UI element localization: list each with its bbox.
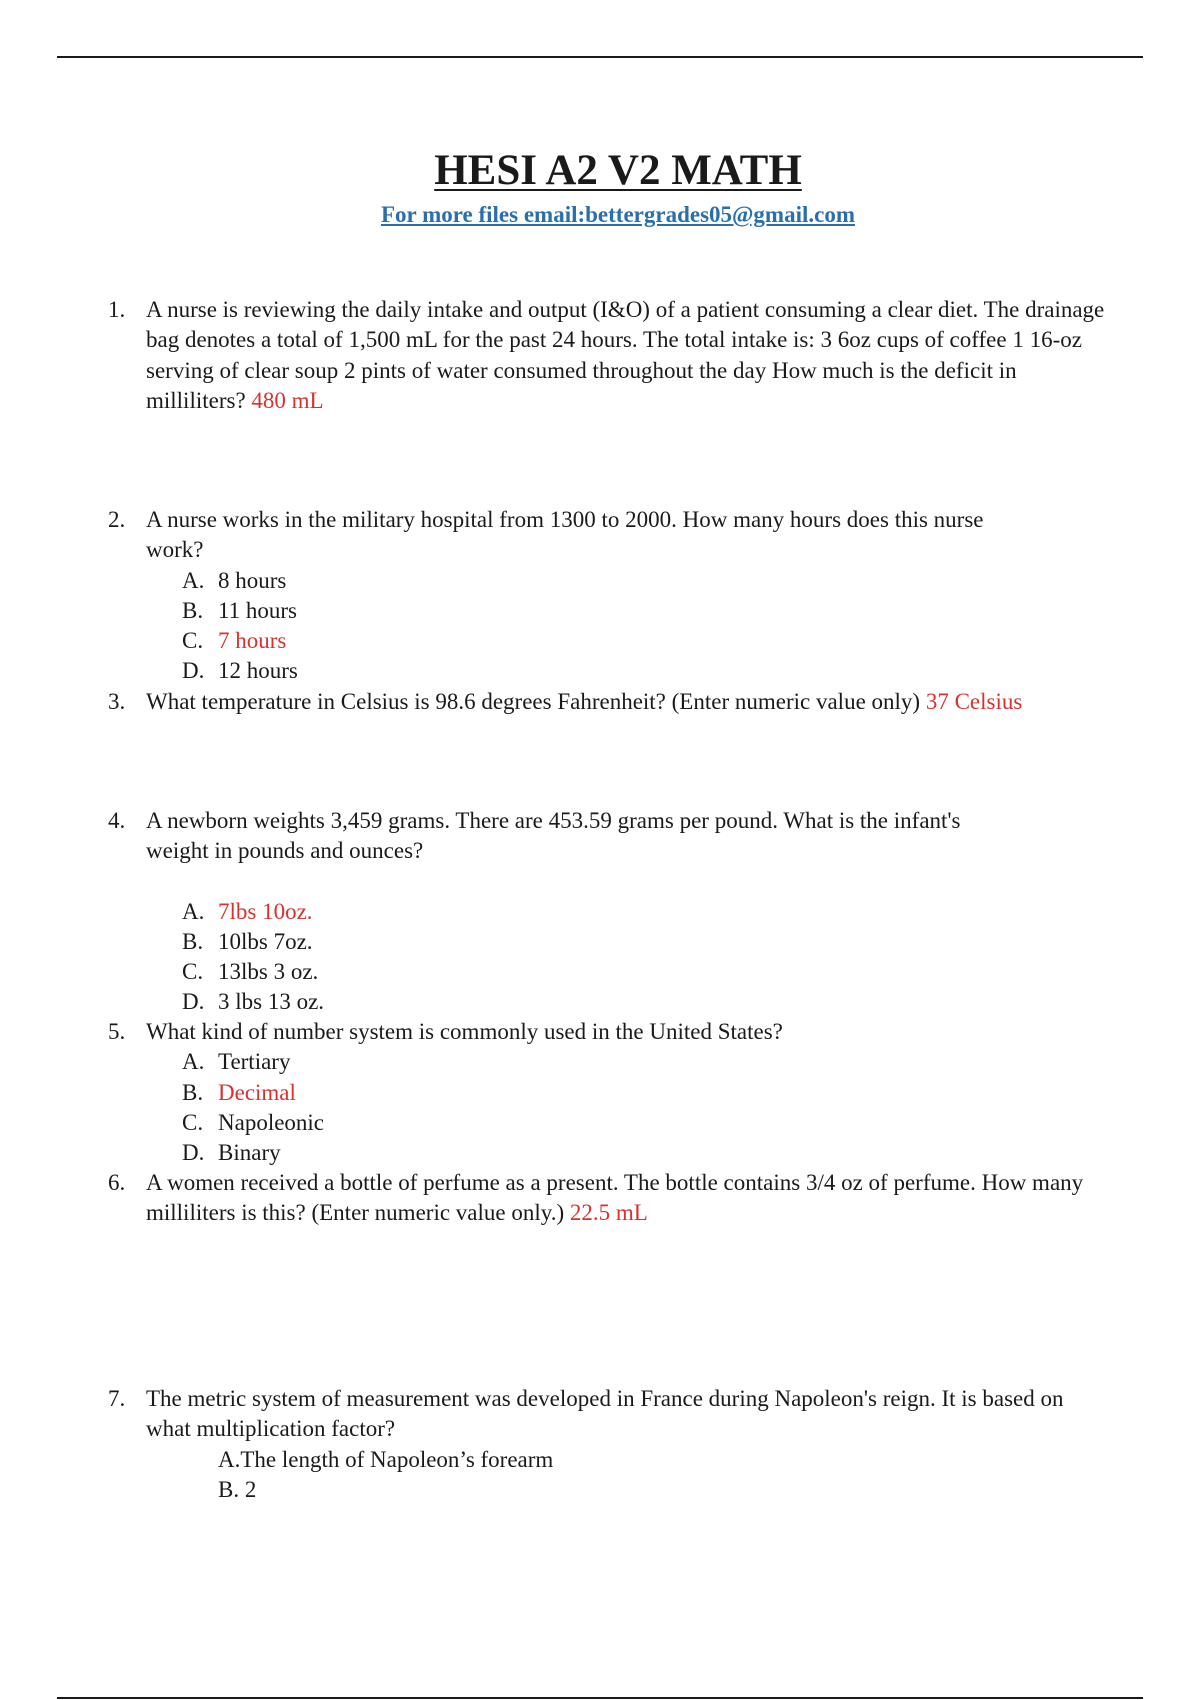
option-d: D. Binary [182,1140,281,1166]
bottom-rule [57,1697,1143,1699]
question-number: 6. [108,1170,126,1195]
answer-text: 37 Celsius [925,689,1023,714]
option-a-correct: A. 7lbs 10oz. [182,898,313,924]
option-c-correct: C. 7 hours [182,628,287,654]
question-text: What temperature in Celsius is 98.6 degrees Fahrenheit? (Enter numeric value only) [146,689,921,714]
option-b: B. 2 [218,1476,257,1502]
option-b: B. 11 hours [182,597,298,623]
question-number: 3. [108,689,126,714]
page-title: HESI A2 V2 MATH [434,147,802,194]
question-number: 5. [108,1019,126,1044]
question-number: 4. [108,808,126,833]
question-text: A women received a bottle of perfume as a present. The bottle contains 3/4 oz of perfume. How many milliliters is this? (Enter numeric value only.) [146,1170,1084,1226]
option-d: D. 12 hours [182,658,298,684]
question-3 [108,687,1108,717]
option-a: A. Tertiary [182,1049,291,1075]
question-4 [108,806,1108,1018]
question-text: What kind of number system is commonly used in the United States? [146,1019,783,1044]
question-1 [108,295,1108,416]
option-d: D. 3 lbs 13 oz. [182,989,325,1015]
question-text: A nurse works in the military hospital from 1300 to 2000. How many hours does this nurse work? [146,507,984,563]
option-c: C. Napoleonic [182,1109,325,1135]
question-2 [108,505,1108,687]
question-5 [108,1017,1108,1168]
answer-text: 480 mL [251,387,324,413]
option-a: A.The length of Napoleon’s forearm [218,1446,554,1472]
question-6 [108,1168,1108,1229]
option-b-correct: B. Decimal [182,1079,296,1105]
top-rule [57,56,1143,58]
question-text: The metric system of measurement was developed in France during Napoleon's reign. It is based on what multiplication factor? [146,1386,1064,1442]
question-text: A newborn weights 3,459 grams. There are 453.59 grams per pound. What is the infant's weight in pounds and ounces? [146,808,961,864]
question-number: 7. [108,1386,126,1411]
question-text: A nurse is reviewing the daily intake and output (I&O) of a patient consuming a clear diet. The drainage bag denotes a total of 1,500 mL for the past 24 hours. The total intake is: 3 6oz cups of coffee 1 16-oz serving of clear soup 2 pints of water consumed throughout the day How much is the deficit in milliliters? [146,297,1105,413]
option-b: B. 10lbs 7oz. [182,928,313,954]
question-number: 1. [108,297,126,322]
option-c: C. 13lbs 3 oz. [182,959,319,985]
question-7 [108,1384,1108,1505]
question-number: 2. [108,507,126,532]
option-a: A. 8 hours [182,567,287,593]
contact-email-link[interactable]: For more files email:bettergrades05@gmail.com [380,202,855,227]
answer-text: 22.5 mL [569,1200,648,1226]
